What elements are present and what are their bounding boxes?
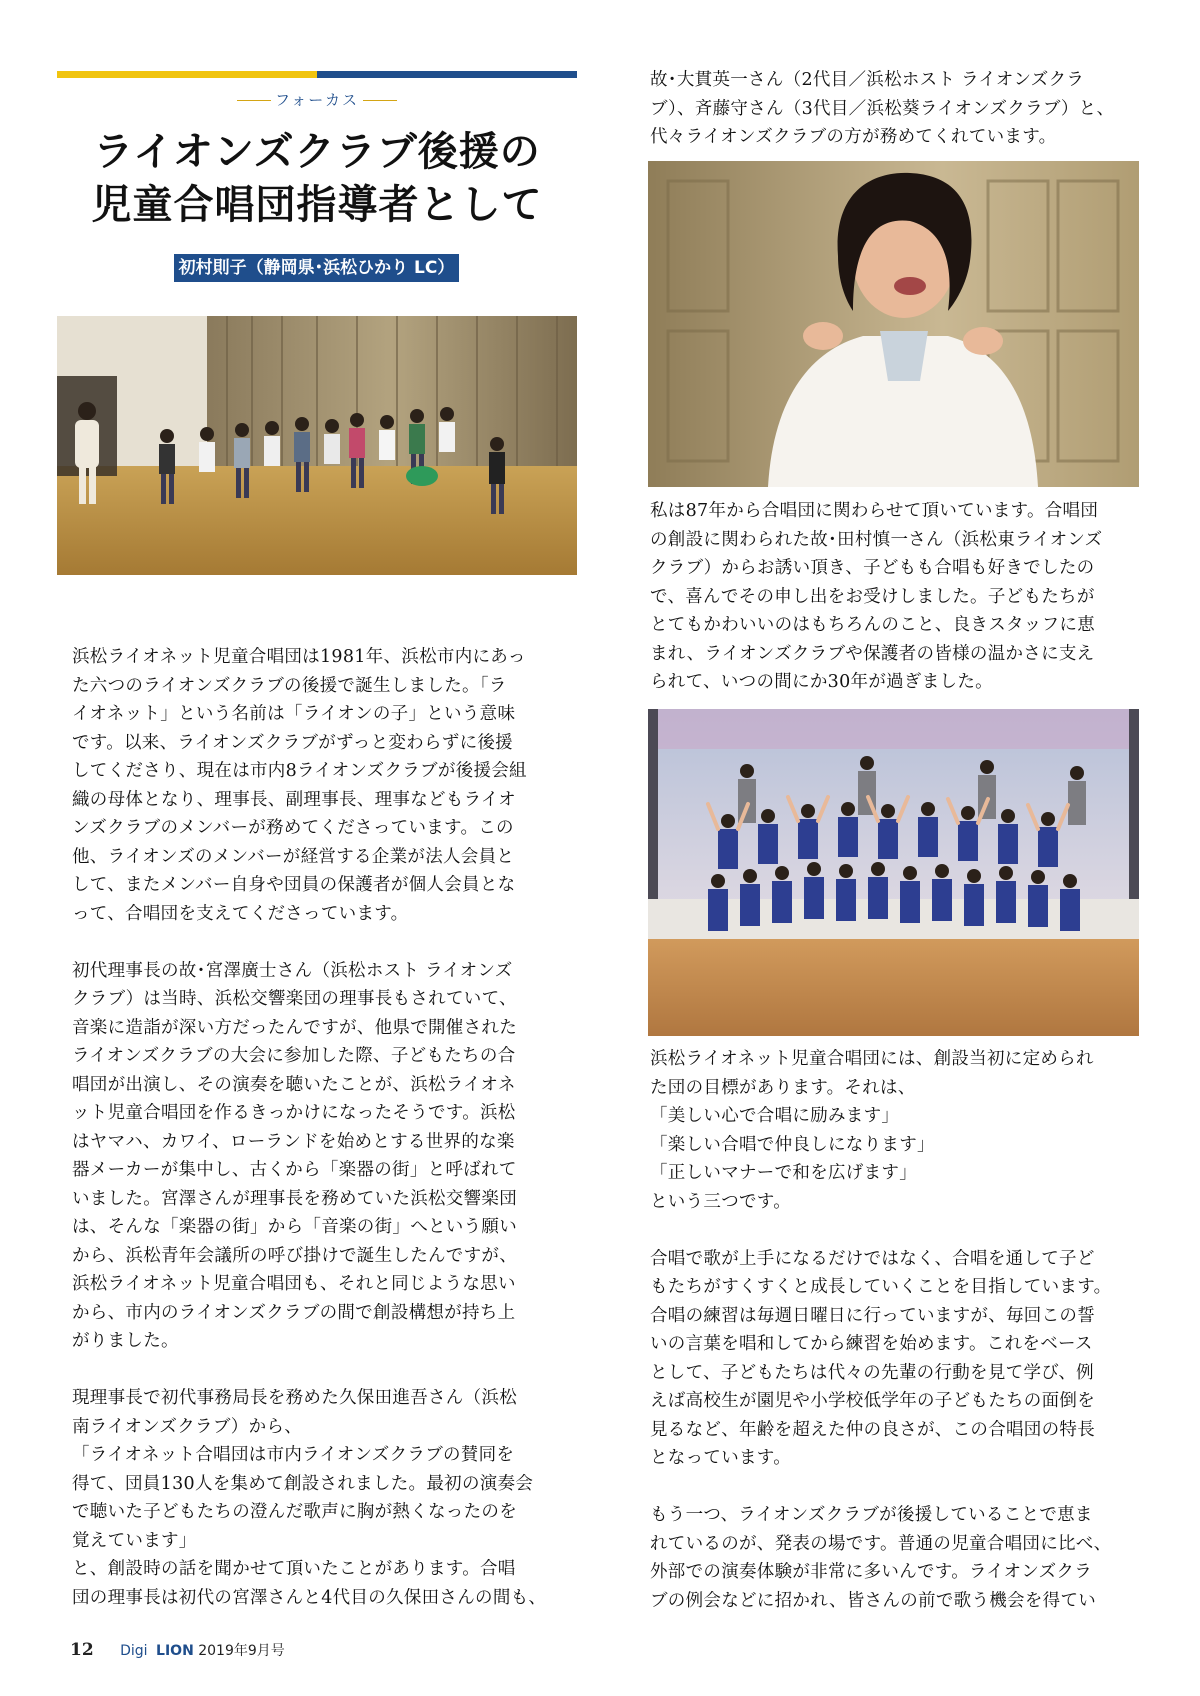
publication-prefix: Digi xyxy=(120,1643,148,1659)
article-title xyxy=(57,125,577,231)
page-number: 12 xyxy=(70,1640,94,1660)
right-column-mid-text: 私は87年から合唱団に関わらせて頂いています。合唱団 の創設に関わられた故･田村慎一さん（浜松東ライオンズ クラブ）からお誘い頂き、子どもも合唱も好きでしたの で、喜んでその申し出をお受けしました。子どもたちが とてもかわいいのはもちろんのこと、良きスタッフに恵 まれ、ライオンズクラブや保護者の皆様の温かさに支え られて、いつの間にか30年が過ぎました。 xyxy=(650,501,1103,692)
kicker-label: フォーカス xyxy=(275,91,359,109)
issue-date: 2019年9月号 xyxy=(198,1643,285,1659)
header-rule xyxy=(57,71,577,78)
paragraph: 浜松ライオネット児童合唱団には、創設当初に定められ た団の目標があります。それは、 「美しい心で合唱に励みます」 「楽しい合唱で仲良しになります」 「正しいマナーで和を広げます」 という三つです。 xyxy=(650,1049,1094,1212)
title-line: 児童合唱団指導者として xyxy=(91,181,543,228)
conductor-photo xyxy=(648,161,1139,487)
page-footer xyxy=(70,1640,285,1660)
right-column-bottom-text xyxy=(650,1045,1150,1644)
author-byline: 初村則子（静岡県･浜松ひかり LC） xyxy=(174,254,459,282)
paragraph: 初代理事長の故･宮澤廣士さん（浜松ホスト ライオンズ クラブ）は当時、浜松交響楽団の理事長もされていて、 音楽に造詣が深い方だったんですが、他県で開催された ライオンズクラブの大会に参加した際、子どもたちの合 唱団が出演し、その演奏を聴いたことが、浜松ライオネ ット児童合唱団を作るきっかけになったそうです。浜松 はヤマハ、カワイ、ローランドを始めとする世界的な楽 器メーカーが集中し、古くから「楽器の街」と呼ばれて いました。宮澤さんが理事長を務めていた浜松交響楽団 は、そんな「楽器の街」から「音楽の街」へという願い から、浜松青年会議所の呼び掛けで誕生したんですが、 浜松ライオネット児童合唱団も、それと同じような思い から、市内のライオンズクラブの間で創設構想が持ち上 がりました。 xyxy=(72,960,517,1351)
rehearsal-photo xyxy=(57,316,577,575)
left-column-text xyxy=(72,643,572,1641)
paragraph: 合唱で歌が上手になるだけではなく、合唱を通して子ど もたちがすくすくと成長していくことを目指しています。 合唱の練習は毎週日曜日に行っていますが、毎回この誓 いの言葉を唱和してから練習を始めます。これをベース として、子どもたちは代々の先輩の行動を見て学び、例 えば高校生が園児や小学校低学年の子どもたちの面倒を 見るなど、年齢を超えた仲の良さが、この合唱団の特長 となっています。 xyxy=(650,1248,1112,1468)
paragraph: 現理事長で初代事務局長を務めた久保田進吾さん（浜松 南ライオンズクラブ）から、 「ライオネット合唱団は市内ライオンズクラブの賛同を 得て、団員130人を集めて創設されました。最初の演奏会 で聴いた子どもたちの澄んだ歌声に胸が熱くなったのを 覚えています」 と、創設時の話を聞かせて頂いたことがあります。合唱 団の理事長は初代の宮澤さんと4代目の久保田さんの間も、 xyxy=(72,1388,547,1608)
right-column-top-text: 故･大貫英一さん（2代目／浜松ホスト ライオンズクラ ブ）、斉藤守さん（3代目／浜松葵ライオンズクラブ）と、 代々ライオンズクラブの方が務めてくれています。 xyxy=(650,70,1115,147)
choir-stage-photo xyxy=(648,709,1139,1036)
paragraph: 浜松ライオネット児童合唱団は1981年、浜松市内にあっ た六つのライオンズクラブの後援で誕生しました。「ラ イオネット」という名前は「ライオンの子」という意味 です。以来、ライオンズクラブがずっと変わらずに後援 してくださり、現在は市内8ライオンズクラブが後援会組 織の母体となり、理事長、副理事長、理事などもライオ ンズクラブのメンバーが務めてくださっています。この 他、ライオンズのメンバーが経営する企業が法人会員と して、またメンバー自身や団員の保護者が個人会員とな って、合唱団を支えてくださっています。 xyxy=(72,647,527,924)
section-kicker xyxy=(57,89,577,110)
paragraph: もう一つ、ライオンズクラブが後援していることで恵ま れているのが、発表の場です。普通の児童合唱団に比べ、 外部での演奏体験が非常に多いんです。ライオンズクラ ブの例会などに招かれ、皆さんの前で歌う機会を得てい xyxy=(650,1505,1112,1611)
title-line: ライオンズクラブ後援の xyxy=(93,128,541,175)
publication-name: LION xyxy=(156,1643,194,1659)
